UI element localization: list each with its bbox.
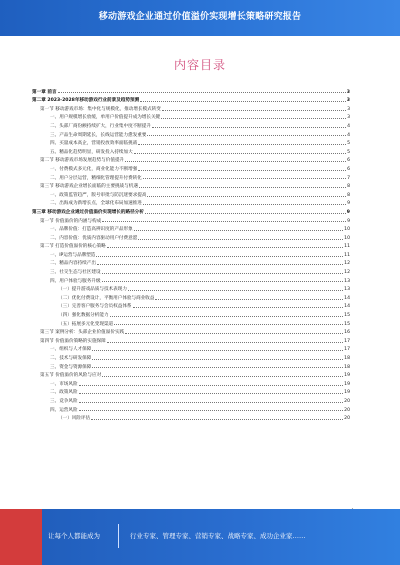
toc-entry-page: 3 [346,89,350,95]
toc-entry-page: 5 [347,149,350,155]
toc-entry-page: 7 [347,175,350,181]
toc-entry-label: 第四节 价值溢价策略的实施保障 [40,338,106,344]
toc-entry-page: 9 [347,201,350,207]
brand-logo-block [0,509,42,565]
toc-leader-dots [147,135,346,136]
toc-leader-dots [102,281,344,282]
toc-entry[interactable] [32,387,350,396]
toc-leader-dots [125,161,346,162]
toc-entry[interactable] [32,361,350,370]
toc-entry-page: 9 [347,218,350,224]
toc-entry-page: 15 [344,321,350,327]
toc-entry-label: 第三节 案例分析：头部企业价值溢价实践 [40,330,125,336]
toc-entry-page: 8 [347,184,350,190]
toc-entry-page: 19 [344,373,350,379]
toc-entry[interactable] [32,232,350,241]
toc-entry-page: 12 [344,270,350,276]
toc-leader-dots [152,127,346,128]
toc-entry-label: 一、品牌价值：打造高辨识度的产品形象 [50,227,133,233]
toc-entry-page: 3 [346,98,350,104]
toc-entry-label: 四、用户体验与服务升级 [50,278,101,284]
toc-entry-page: 3 [347,115,350,121]
toc-entry[interactable] [32,327,350,336]
toc-entry-label: （四）强化数据分析能力 [58,313,109,319]
toc-entry-label: 第一节 移动游戏市场：集中化与规模化，推动增长模式转变 [40,106,161,112]
toc-entry[interactable] [32,370,350,379]
toc-entry-label: 二、精品内容持续产出 [50,261,96,267]
toc-entry[interactable] [32,258,350,267]
toc-entry[interactable] [32,198,350,207]
toc-entry-label: 一、用户规模增长放缓，单用户价值提升成为增长关键 [50,115,161,121]
toc-entry-page: 5 [347,141,350,147]
toc-entry[interactable] [32,103,350,112]
toc-entry-label: 第五节 价值溢价的风险与应对 [40,373,102,379]
toc-entry[interactable] [32,146,350,155]
toc-leader-dots [134,153,346,154]
toc-entry[interactable] [32,181,350,190]
toc-entry[interactable] [32,120,350,129]
toc-entry-label: 三、产品生命周期延长，长线运营能力愈发重要 [50,132,147,138]
toc-leader-dots [92,367,343,368]
toc-leader-dots [133,307,344,308]
toc-entry[interactable] [32,86,350,95]
toc-entry[interactable] [32,309,350,318]
toc-entry-page: 19 [344,381,350,387]
toc-entry-label: 三、竞争风险 [50,398,78,404]
toc-entry-page: 6 [347,158,350,164]
toc-leader-dots [102,273,344,274]
toc-leader-dots [138,170,346,171]
toc-leader-dots [107,247,343,248]
toc-leader-dots [128,290,343,291]
toc-entry-page: 13 [344,287,350,293]
toc-entry-page: 13 [344,278,350,284]
toc-entry-page: 4 [347,132,350,138]
toc-entry-label: （一）提升游戏品质与技术表现力 [58,287,127,293]
toc-leader-dots [162,110,346,111]
toc-entry-label: 一、付费模式多元化，商业化能力不断增强 [50,166,138,172]
toc-entry[interactable] [32,206,350,215]
toc-entry[interactable] [32,395,350,404]
toc-entry-label: 一、市场风险 [50,381,78,387]
toc-entry-label: 三、社交生态与社区建设 [50,270,101,276]
toc-entry[interactable] [32,318,350,327]
toc-leader-dots [161,118,346,119]
toc-entry-page: 14 [344,295,350,301]
toc-entry[interactable] [32,413,350,422]
toc-entry[interactable] [32,284,350,293]
toc-leader-dots [102,376,343,377]
toc-entry[interactable] [32,352,350,361]
toc-entry-label: 第三章 移动游戏企业通过价值溢价实现增长的路径分析 [32,209,144,215]
toc-leader-dots [92,359,343,360]
toc-entry-page: 18 [344,364,350,370]
toc-entry-page: 10 [344,227,350,233]
toc-entry-label: 二、用户分层运营，精细化管理提升付费转化 [50,175,142,181]
toc-entry[interactable] [32,378,350,387]
footer-slogan-right: 行业专家、管理专家、营销专家、战略专家、成功企业家…… [130,532,306,540]
toc-entry-page: 3 [347,106,350,112]
report-title: 移动游戏企业通过价值溢价实现增长策略研究报告 [98,12,302,22]
toc-entry-label: 第二节 移动游戏市场发展趋势与价值提升 [40,158,125,164]
toc-entry-page: 16 [344,330,350,336]
toc-entry-page: 14 [344,304,350,310]
toc-entry[interactable] [32,241,350,250]
toc-entry-label: 二、政策风险 [50,390,78,396]
toc-entry-label: （五）拓展多元化变现渠道 [58,321,114,327]
toc-leader-dots [102,221,346,222]
toc-entry[interactable] [32,404,350,413]
toc-entry-page: 10 [344,235,350,241]
toc-leader-dots [79,385,344,386]
toc-leader-dots [92,350,343,351]
toc-entry-label: （三）完善客户服务与会员权益体系 [58,304,132,310]
toc-leader-dots [114,324,343,325]
toc-leader-dots [138,144,346,145]
toc-entry[interactable] [32,224,350,233]
toc-leader-dots [96,256,343,257]
toc-entry-label: 一、组织与人才保障 [50,347,92,353]
toc-leader-dots [79,410,344,411]
report-header-banner [0,0,400,36]
toc-entry-page: 19 [344,390,350,396]
toc-entry[interactable] [32,138,350,147]
toc-entry-page: 18 [344,356,350,361]
table-of-contents [32,86,350,421]
footer-slogan-left: 让每个人都能成为 [48,532,100,540]
toc-entry-page: 4 [347,123,350,129]
toc-entry-label: （一）风险评估 [58,416,91,422]
toc-entry-page: 6 [347,166,350,172]
toc-entry[interactable] [32,189,350,198]
toc-leader-dots [125,333,343,334]
toc-entry-label: 第一章 前言 [32,89,57,95]
toc-entry[interactable] [32,112,350,121]
toc-leader-dots [145,213,346,214]
toc-entry-label: 二、出海成为新增长点，全球化布局加速推进 [50,201,142,207]
toc-entry-label: 一、IP运营与品牌塑造 [50,252,96,258]
toc-entry-label: 第三节 移动游戏企业增长面临的主要挑战与机遇 [40,184,138,190]
toc-entry-label: 二、头部厂商份额持续扩大，行业集中度不断提升 [50,123,152,129]
toc-leader-dots [139,187,346,188]
toc-leader-dots [110,316,344,317]
toc-entry[interactable] [32,155,350,164]
toc-leader-dots [155,299,343,300]
toc-entry-label: （二）优化付费设计，平衡用户体验与商业收益 [58,295,155,301]
toc-leader-dots [91,419,343,420]
toc-leader-dots [143,178,346,179]
toc-entry[interactable] [32,301,350,310]
toc-leader-dots [140,101,346,102]
toc-entry-page: 9 [346,209,350,215]
toc-entry[interactable] [32,95,350,104]
toc-entry-label: 四、运营风险 [50,407,78,413]
toc-entry-label: 四、买量成本高企，营销投放效率面临挑战 [50,141,138,147]
toc-entry-label: 一、政策监管趋严，版号审批与防沉迷要求提高 [50,192,147,198]
toc-entry[interactable] [32,292,350,301]
toc-entry-label: 第二章 2023-2028年移动游戏行业前景及趋势预测 [32,98,140,104]
toc-entry-label: 五、精品化趋势明显，研发投入持续加大 [50,149,133,155]
toc-entry[interactable] [32,215,350,224]
toc-leader-dots [147,196,346,197]
toc-leader-dots [58,92,346,93]
toc-entry-page: 11 [344,252,350,258]
toc-leader-dots [79,402,344,403]
toc-entry-page: 8 [347,192,350,198]
toc-leader-dots [107,342,343,343]
toc-entry-page: 20 [344,416,350,422]
toc-entry-page: 20 [344,407,350,413]
footer-banner [0,509,400,565]
toc-entry[interactable] [32,266,350,275]
toc-entry[interactable] [32,129,350,138]
toc-leader-dots [79,393,344,394]
toc-entry-page: 15 [344,313,350,319]
toc-entry-label: 二、技术与研发保障 [50,356,92,361]
toc-heading: 内容目录 [173,58,226,72]
toc-entry[interactable] [32,275,350,284]
toc-entry-page: 11 [344,244,350,250]
toc-entry[interactable] [32,335,350,344]
toc-entry[interactable] [32,249,350,258]
toc-leader-dots [97,264,343,265]
toc-entry[interactable] [32,163,350,172]
footer-divider [118,524,119,548]
toc-entry-label: 第二节 打造价值溢价的核心策略 [40,244,106,250]
toc-entry-page: 17 [344,338,350,344]
toc-leader-dots [134,230,343,231]
toc-entry-label: 第一节 价值溢价的内涵与构成 [40,218,102,224]
toc-entry-page: 17 [344,347,350,353]
toc-entry-page: 12 [344,261,350,267]
toc-entry-label: 二、内容价值：优质内容驱动用户付费意愿 [50,235,138,241]
toc-leader-dots [138,239,343,240]
toc-entry[interactable] [32,344,350,353]
toc-entry-page: 20 [344,398,350,404]
toc-entry[interactable] [32,172,350,181]
toc-leader-dots [143,204,346,205]
toc-entry-label: 三、资金与资源保障 [50,364,92,370]
